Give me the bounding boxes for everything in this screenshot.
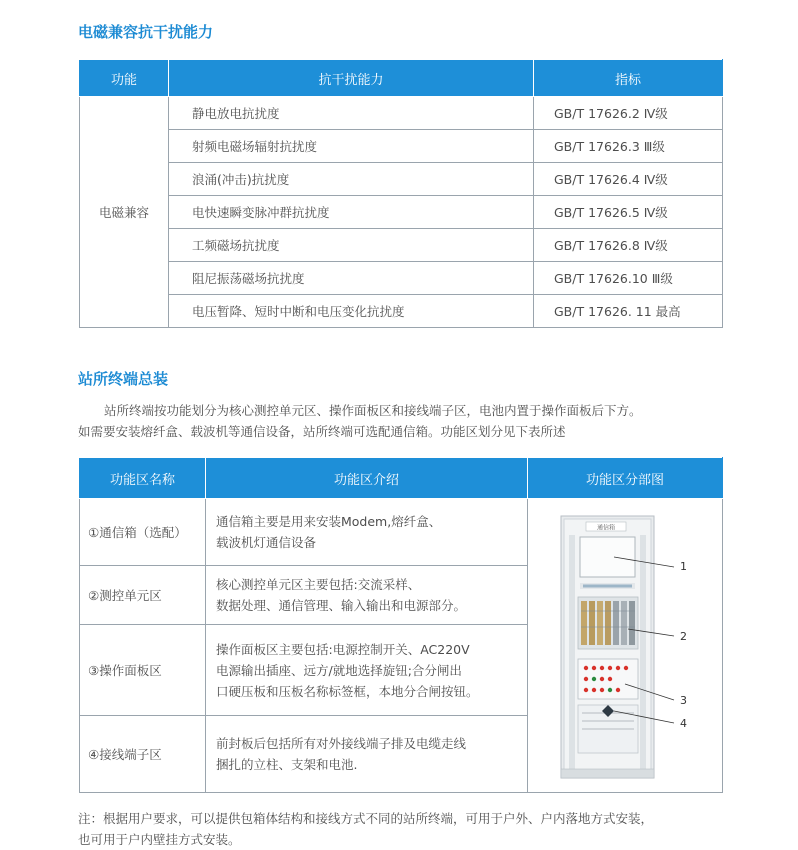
zone-desc <box>206 716 528 793</box>
footnote <box>78 808 738 850</box>
table-row <box>80 229 723 262</box>
cabinet-diagram <box>528 499 723 789</box>
zone-desc <box>206 499 528 566</box>
module <box>597 601 603 645</box>
intro-line: 站所终端按功能划分为核心测控单元区、操作面板区和接线端子区，电池内置于操作面板后下方。 <box>104 403 642 418</box>
table-row <box>80 499 723 566</box>
table-row <box>80 130 723 163</box>
emc-table-header <box>80 60 723 97</box>
header-immunity: 抗干扰能力 <box>169 60 534 97</box>
footnote-line: 注：根据用户要求，可以提供包箱体结构和接线方式不同的站所终端，可用于户外、户内落地方式安装， <box>78 811 654 826</box>
indicator <box>600 666 604 670</box>
immunity-item: 静电放电抗扰度 <box>169 97 534 130</box>
standard-value: GB/T 17626. 11 最高 <box>534 295 723 328</box>
section-title-assembly: 站所终端总装 <box>78 370 169 388</box>
table-row <box>80 163 723 196</box>
standard-value: GB/T 17626.2 Ⅳ级 <box>534 97 723 130</box>
table-row <box>80 295 723 328</box>
indicator <box>608 688 612 692</box>
zone-desc-line: 电源输出插座、远方/就地选择旋钮;合分闸出 <box>216 662 462 678</box>
intro-paragraph <box>78 400 728 442</box>
zone-desc-line: 通信箱主要是用来安装Modem,熔纤盒、 <box>216 513 442 529</box>
zone-desc <box>206 565 528 625</box>
section-title-emc: 电磁兼容抗干扰能力 <box>78 23 214 41</box>
immunity-item: 工频磁场抗扰度 <box>169 229 534 262</box>
table-row <box>80 196 723 229</box>
intro-line: 如需要安装熔纤盒、载波机等通信设备，站所终端可选配通信箱。功能区划分见下表所述 <box>78 424 566 439</box>
group-cell: 电磁兼容 <box>80 97 169 328</box>
unit-title-text-mark <box>583 585 632 588</box>
indicator <box>584 666 588 670</box>
module <box>581 601 587 645</box>
table-row <box>80 262 723 295</box>
zone-name: ③操作面板区 <box>80 625 206 716</box>
indicator <box>592 677 596 681</box>
immunity-item: 射频电磁场辐射抗扰度 <box>169 130 534 163</box>
zone-desc-line: 前封板后包括所有对外接线端子排及电缆走线 <box>216 736 467 752</box>
zone-name: ①通信箱（选配） <box>80 499 206 566</box>
immunity-item: 电压暂降、短时中断和电压变化抗扰度 <box>169 295 534 328</box>
cabinet-base <box>561 769 654 778</box>
module <box>605 601 611 645</box>
indicator <box>608 677 612 681</box>
zone-name: ②测控单元区 <box>80 565 206 625</box>
indicator <box>584 677 588 681</box>
left-rail <box>569 535 575 769</box>
zone-table-header <box>80 458 723 499</box>
zone-desc-line: 操作面板区主要包括:电源控制开关、AC220V <box>216 641 470 657</box>
module <box>621 601 627 645</box>
standard-value: GB/T 17626.4 Ⅳ级 <box>534 163 723 196</box>
module <box>613 601 619 645</box>
comm-box-window <box>580 537 635 577</box>
indicator <box>584 688 588 692</box>
header-zone-name: 功能区名称 <box>80 458 206 499</box>
indicator <box>592 688 596 692</box>
indicator <box>592 666 596 670</box>
callout-number: 1 <box>680 560 687 573</box>
zone-desc <box>206 625 528 716</box>
standard-value: GB/T 17626.10 Ⅲ级 <box>534 262 723 295</box>
indicator <box>616 688 620 692</box>
zone-desc-line: 数据处理、通信管理、输入输出和电源部分。 <box>216 597 467 613</box>
zone-desc-line: 口硬压板和压板名称标签框，本地分合闸按钮。 <box>216 683 479 699</box>
callout-number: 2 <box>680 630 687 643</box>
indicator <box>608 666 612 670</box>
standard-value: GB/T 17626.5 Ⅳ级 <box>534 196 723 229</box>
header-zone-diagram: 功能区分部图 <box>528 458 723 499</box>
zone-desc-line: 捆扎的立柱、支架和电池. <box>216 757 358 773</box>
standard-value: GB/T 17626.3 Ⅲ级 <box>534 130 723 163</box>
indicator <box>600 677 604 681</box>
header-function: 功能 <box>80 60 169 97</box>
zone-table <box>79 457 723 793</box>
header-standard: 指标 <box>534 60 723 97</box>
table-row <box>80 97 723 130</box>
indicator <box>600 688 604 692</box>
footnote-line: 也可用于户内壁挂方式安装。 <box>78 832 241 847</box>
callout-number: 3 <box>680 694 687 707</box>
right-rail <box>640 535 646 769</box>
header-zone-intro: 功能区介绍 <box>206 458 528 499</box>
zone-name: ④接线端子区 <box>80 716 206 793</box>
indicator <box>616 666 620 670</box>
module <box>589 601 595 645</box>
emc-table <box>79 59 723 328</box>
cabinet-diagram-cell <box>528 499 723 793</box>
standard-value: GB/T 17626.8 Ⅳ级 <box>534 229 723 262</box>
zone-desc-line: 载波机灯通信设备 <box>216 534 317 550</box>
module <box>629 601 635 645</box>
cabinet-label: 通信箱 <box>596 524 616 532</box>
immunity-item: 阻尼振荡磁场抗扰度 <box>169 262 534 295</box>
callout-number: 4 <box>680 717 687 730</box>
immunity-item: 电快速瞬变脉冲群抗扰度 <box>169 196 534 229</box>
immunity-item: 浪涌(冲击)抗扰度 <box>169 163 534 196</box>
zone-desc-line: 核心测控单元区主要包括:交流采样、 <box>216 576 421 592</box>
indicator <box>624 666 628 670</box>
